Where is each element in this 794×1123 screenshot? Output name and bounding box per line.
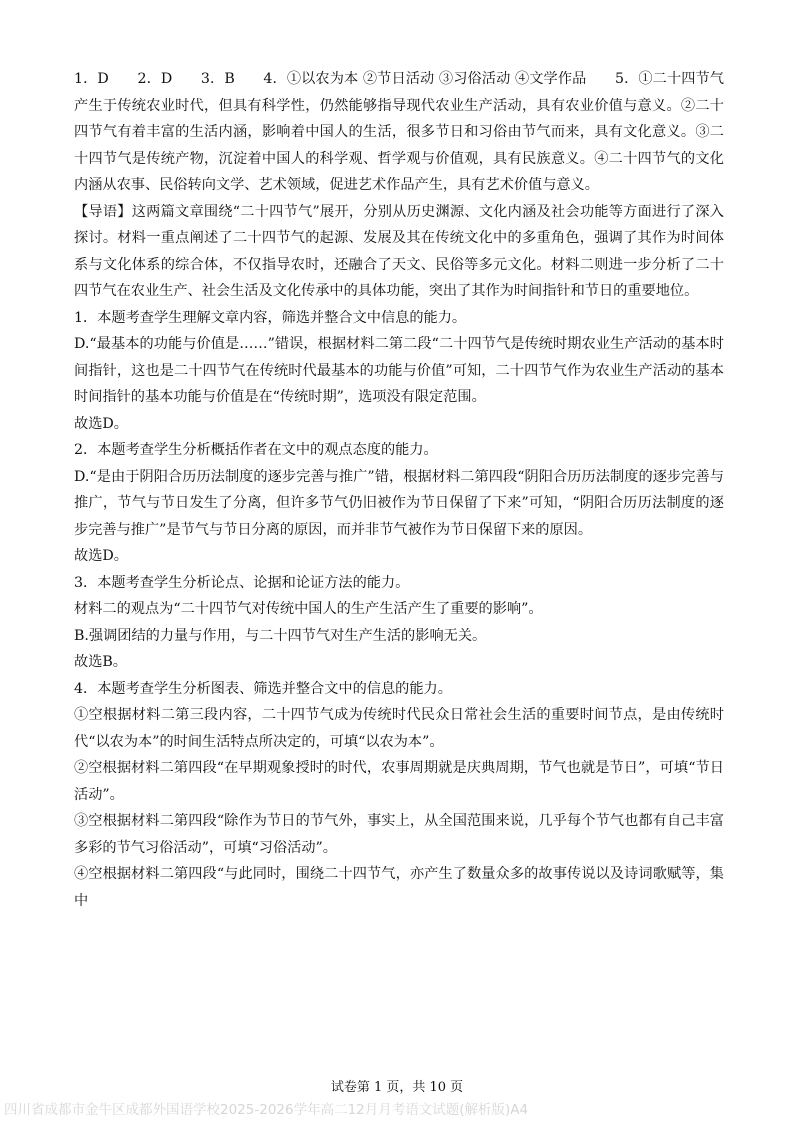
document-body — [74, 66, 724, 914]
q3-intro: 3．本题考查学生分析论点、论据和论证方法的能力。 — [74, 574, 410, 591]
q3-answer: 故选B。 — [74, 654, 127, 670]
q4-item-4: ④空根据材料二第四段“与此同时，围绕二十四节气，亦产生了数量众多的故事传说以及诗词歌赋等，集中 — [74, 866, 724, 909]
q1-answer: 故选D。 — [74, 415, 128, 432]
answers-paragraph: 1．D 2．D 3．B 4．①以农为本 ②节日活动 ③习俗活动 ④文学作品 5．①二十四节气产生于传统农业时代，但具有科学性，仍然能够指导现代农业生产活动，具有农业价值与意义。②二十四节气有着丰富的生活内涵，影响着中国人的生活，很多节日和习俗由节气而来，具有文化意义。③二十四节气是传统产物，沉淀着中国人的科学观、哲学观与价值观，具有民族意义。④二十四节气的文化内涵从农事、民俗转向文学、艺术领域，促进艺术作品产生，具有艺术价值与意义。 — [74, 71, 724, 193]
q1-intro: 1．本题考查学生理解文章内容，筛选并整合文中信息的能力。 — [74, 309, 467, 326]
q2-answer: 故选D。 — [74, 548, 128, 564]
q1-body: D.“最基本的功能与价值是……”错误，根据材料二第二段“二十四节气是传统时期农业生产活动的基本时间指针，这也是二十四节气在传统时代最基本的功能与价值”可知，二十四节气作为农业生产活动的基本时间指针的基本功能与价值是在“传统时期”，选项没有限定范围。 — [74, 336, 724, 405]
q3-body-1: 材料二的观点为“二十四节气对传统中国人的生产生活产生了重要的影响”。 — [74, 601, 543, 617]
q3-body-2: B.强调团结的力量与作用，与二十四节气对生产生活的影响无关。 — [74, 627, 487, 644]
guide-paragraph: 【导语】这两篇文章围绕“二十四节气”展开，分别从历史渊源、文化内涵及社会功能等方面进行了深入探讨。材料一重点阐述了二十四节气的起源、发展及其在传统文化中的多重角色，强调了其作为时间体系与文化体系的综合体，不仅指导农时，还融合了天文、民俗等多元文化。材料二则进一步分析了二十四节气在农业生产、社会生活及文化传承中的具体功能，突出了其作为时间指针和节日的重要地位。 — [74, 203, 724, 299]
q2-body: D.“是由于阴阳合历历法制度的逐步完善与推广”错，根据材料二第四段“阴阳合历历法制度的逐步完善与推广，节气与节日发生了分离，但许多节气仍旧被作为节日保留了下来”可知，“阴阳合历历法制度的逐步完善与推广”是节气与节日分离的原因，而并非节气被作为节日保留下来的原因。 — [74, 468, 724, 538]
q2-intro: 2．本题考查学生分析概括作者在文中的观点态度的能力。 — [74, 442, 438, 458]
page-footer: 试卷第 1 页，共 10 页 — [330, 1080, 464, 1095]
watermark-text: 四川省成都市金牛区成都外国语学校2025-2026学年高二12月月考语文试题(解析版)A4 — [4, 1102, 529, 1118]
q4-item-3: ③空根据材料二第四段“除作为节日的节气外，事实上，从全国范围来说，几乎每个节气也都有自己丰富多彩的节气习俗活动”，可填“习俗活动”。 — [74, 813, 724, 856]
q4-item-1: ①空根据材料二第三段内容，二十四节气成为传统时代民众日常社会生活的重要时间节点，是由传统时代“以农为本”的时间生活特点所决定的，可填“以农为本”。 — [74, 707, 724, 750]
q4-item-2: ②空根据材料二第四段“在早期观象授时的时代，农事周期就是庆典周期，节气也就是节日”，可填“节日活动”。 — [74, 760, 724, 803]
q4-intro: 4．本题考查学生分析图表、筛选并整合文中的信息的能力。 — [74, 680, 452, 697]
